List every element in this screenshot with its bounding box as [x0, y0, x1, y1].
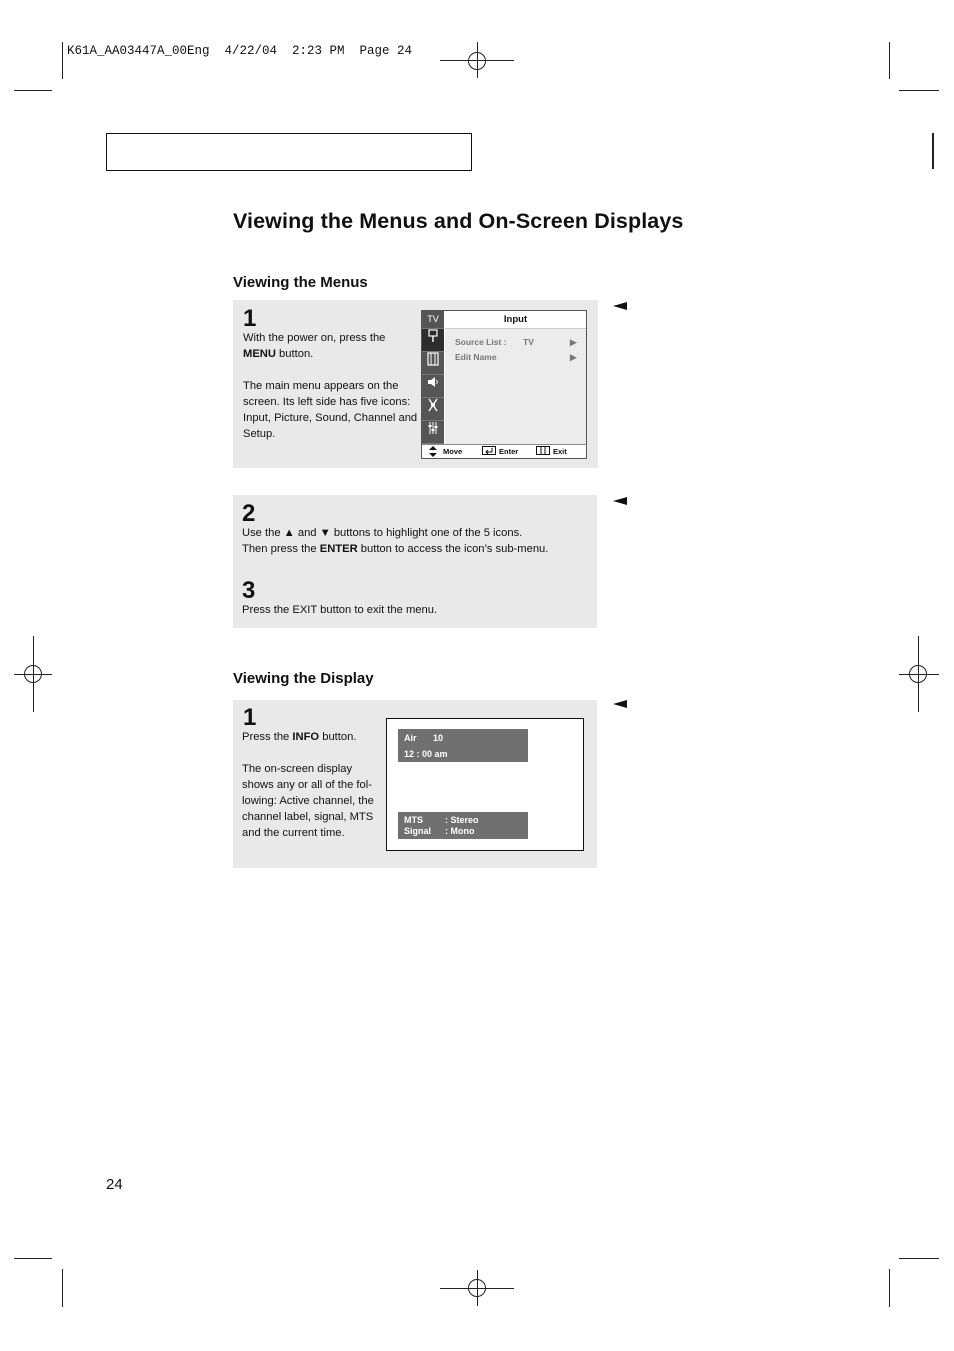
step-text: Press the INFO button. The on-screen display shows any or all of the fol- lowing: Active channel, the channel label, signal, MTS and the current time. — [242, 731, 374, 839]
osd-screen — [386, 718, 584, 851]
tv-menu-footer: Move Enter Exit — [422, 444, 586, 459]
arrow-right-icon: ▶ — [570, 352, 577, 362]
tv-menu-content — [445, 329, 586, 444]
move-icon — [428, 446, 438, 459]
setup-icon — [422, 421, 444, 444]
exit-icon — [536, 446, 550, 458]
enter-button-label: ENTER — [319, 543, 358, 555]
menu-row-source-list: Source List : TV ▶ — [455, 337, 577, 347]
section-title-display: Viewing the Display — [233, 670, 374, 687]
page-title: Viewing the Menus and On-Screen Displays — [233, 209, 684, 233]
osd-audio-bar: MTS : Stereo Signal : Mono — [398, 812, 528, 839]
tv-tab: TV — [422, 311, 444, 329]
menu-row-edit-name: Edit Name ▶ — [455, 352, 577, 362]
pointer-arrow-icon — [613, 497, 627, 505]
pointer-arrow-icon — [613, 302, 627, 310]
pointer-arrow-icon — [613, 700, 627, 708]
tv-menu-header: Input — [445, 311, 586, 329]
down-arrow-icon: ▼ — [319, 527, 331, 539]
tv-menu-sidebar — [422, 311, 444, 444]
picture-icon — [422, 352, 444, 375]
osd-time: 12 : 00 am — [404, 749, 448, 759]
step-number: 1 — [243, 305, 257, 332]
arrow-right-icon: ▶ — [570, 337, 577, 347]
step-number: 3 — [242, 577, 256, 604]
step-number: 2 — [242, 500, 256, 527]
page-number: 24 — [106, 1176, 123, 1193]
header-box — [106, 133, 472, 171]
osd-channel-bar: Air 10 12 : 00 am — [398, 729, 528, 762]
info-button-label: INFO — [292, 731, 320, 743]
input-icon — [422, 329, 444, 352]
up-arrow-icon: ▲ — [283, 527, 295, 539]
section-title-menus: Viewing the Menus — [233, 274, 368, 291]
enter-icon — [482, 446, 496, 458]
step-text: With the power on, press the MENU button. The main menu appears on the screen. Its left side has five icons: Input, Picture, Sound, Channel and Setup. — [243, 332, 418, 440]
channel-icon — [422, 398, 444, 421]
step-text: Press the EXIT button to exit the menu. — [242, 604, 438, 616]
tv-menu-screen — [421, 310, 587, 459]
sound-icon — [422, 375, 444, 398]
step-number: 1 — [243, 704, 257, 731]
menu-step2-panel — [233, 495, 597, 628]
step-text: Use the ▲ and ▼ buttons to highlight one of the 5 icons. Then press the ENTER button to access the icon’s sub-menu. — [242, 527, 549, 555]
slug-line: K61A_AA03447A_00Eng 4/22/04 2:23 PM Page 24 — [67, 44, 413, 58]
menu-button-label: MENU — [243, 348, 276, 360]
